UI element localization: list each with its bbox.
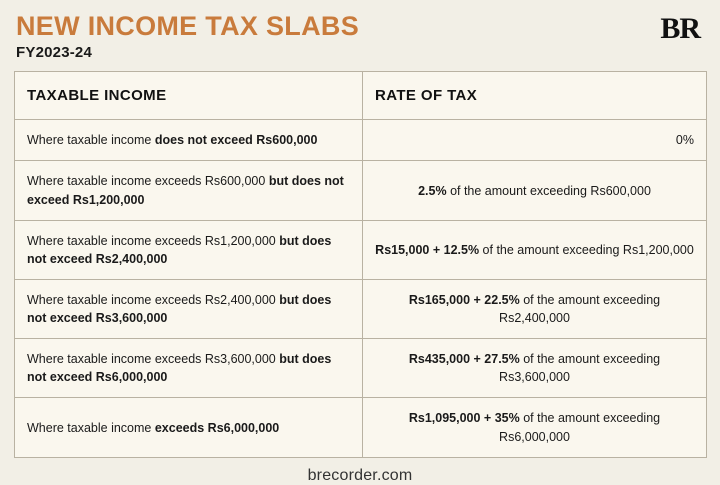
- rate-text-bold: Rs1,095,000 + 35%: [408, 411, 524, 426]
- income-text-plain: Where taxable income: [27, 420, 155, 435]
- rate-text-bold: Rs15,000 + 12.5%: [375, 242, 483, 257]
- cell-taxable-income: [15, 398, 363, 457]
- rate-text-plain: of the amount exceeding Rs1,200,000: [482, 242, 694, 257]
- cell-rate-of-tax: [363, 220, 707, 279]
- table-row: [15, 120, 707, 161]
- table-body: [15, 120, 707, 457]
- income-text-plain: Where taxable income exceeds Rs2,400,000: [27, 292, 280, 307]
- column-header-taxable-income: TAXABLE INCOME: [15, 72, 363, 120]
- income-text-bold: does not exceed Rs600,000: [154, 133, 318, 148]
- cell-rate-of-tax: [363, 161, 707, 220]
- table-row: [15, 398, 707, 457]
- income-text-plain: Where taxable income: [27, 133, 155, 148]
- rate-text-plain: of the amount exceeding Rs6,000,000: [499, 411, 661, 444]
- income-text-plain: Where taxable income exceeds Rs600,000: [27, 174, 269, 189]
- income-text-plain: Where taxable income exceeds Rs3,600,000: [27, 352, 280, 367]
- column-header-rate-of-tax: RATE OF TAX: [363, 72, 707, 120]
- table-header-row: [15, 72, 707, 120]
- rate-text-plain: of the amount exceeding Rs3,600,000: [499, 352, 661, 385]
- table-row: [15, 279, 707, 338]
- table-header: [15, 72, 707, 120]
- rate-text-plain: of the amount exceeding Rs600,000: [450, 183, 651, 198]
- cell-taxable-income: [15, 339, 363, 398]
- rate-text-plain: 0%: [675, 133, 694, 148]
- title-block: [16, 12, 359, 61]
- cell-rate-of-tax: [363, 279, 707, 338]
- brand-logo: BR: [660, 12, 700, 45]
- tax-slabs-table: [14, 71, 707, 457]
- cell-taxable-income: [15, 161, 363, 220]
- source-credit: brecorder.com: [307, 466, 413, 484]
- rate-text-bold: Rs165,000 + 22.5%: [408, 292, 524, 307]
- header: [14, 10, 706, 61]
- rate-text-bold: 2.5%: [418, 183, 451, 198]
- income-text-plain: Where taxable income exceeds Rs1,200,000: [27, 233, 280, 248]
- cell-rate-of-tax: [363, 398, 707, 457]
- page-subtitle: FY2023-24: [16, 44, 93, 62]
- income-text-bold: exceeds Rs6,000,000: [154, 420, 280, 435]
- cell-rate-of-tax: [363, 120, 707, 161]
- cell-taxable-income: [15, 120, 363, 161]
- table-row: [15, 220, 707, 279]
- cell-taxable-income: [15, 220, 363, 279]
- table-row: [15, 161, 707, 220]
- cell-taxable-income: [15, 279, 363, 338]
- income-text-bold: but does not exceed Rs2,400,000: [27, 233, 332, 266]
- cell-rate-of-tax: [363, 339, 707, 398]
- income-text-bold: but does not exceed Rs1,200,000: [27, 174, 344, 207]
- rate-text-plain: of the amount exceeding Rs2,400,000: [499, 292, 661, 326]
- page-title: NEW INCOME TAX SLABS: [16, 11, 359, 41]
- rate-text-bold: Rs435,000 + 27.5%: [408, 352, 524, 367]
- income-text-bold: but does not exceed Rs3,600,000: [27, 292, 332, 326]
- table-row: [15, 339, 707, 398]
- income-text-bold: but does not exceed Rs6,000,000: [27, 352, 332, 385]
